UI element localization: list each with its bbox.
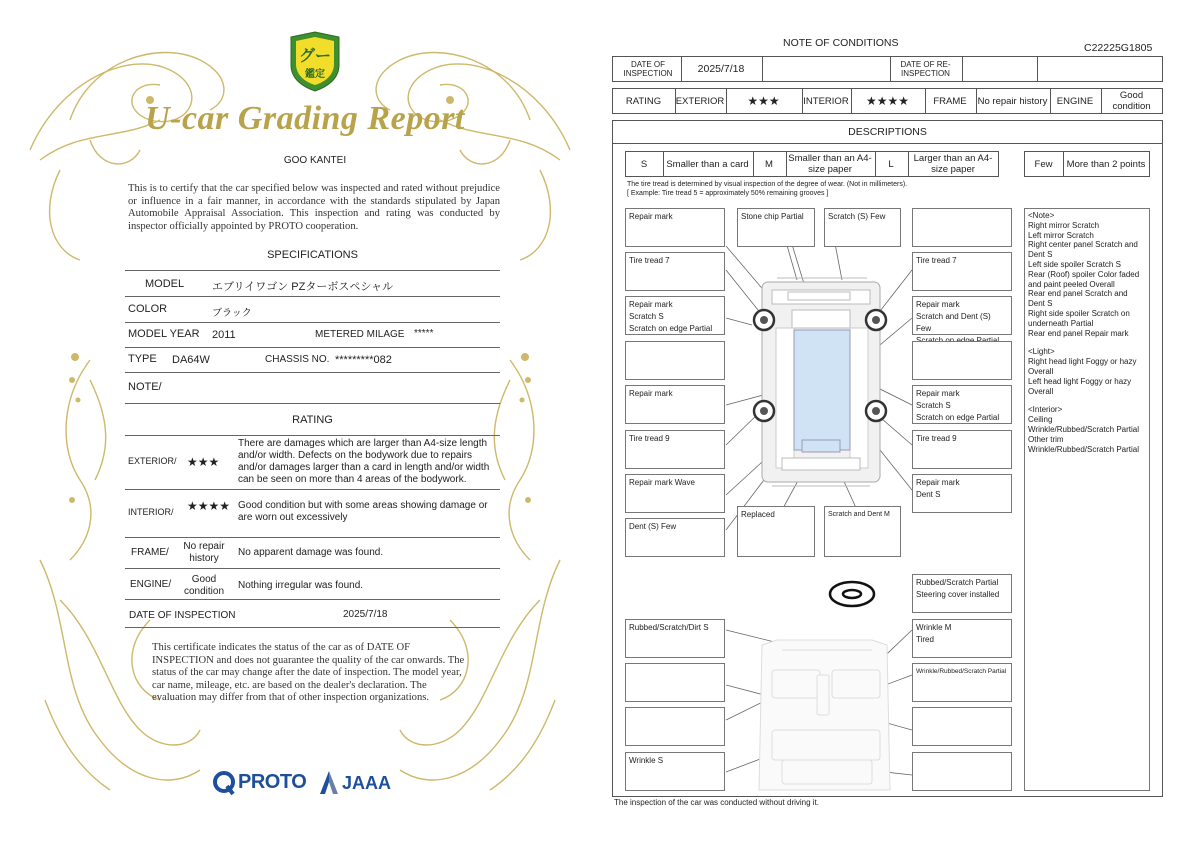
steering-wheel-icon — [830, 582, 874, 606]
engine-label: ENGINE — [1056, 95, 1094, 107]
damage-box-front-seat-left — [625, 663, 725, 702]
jaaa-logo-text: JAAA — [342, 773, 392, 793]
jaaa-logo-icon — [318, 770, 340, 796]
mileage-label: METERED MILAGE — [315, 329, 405, 340]
specs-heading: SPECIFICATIONS — [267, 249, 358, 261]
note-line: <Note> — [1028, 211, 1055, 220]
divider — [125, 296, 500, 297]
damage-box-front-left: Repair mark — [625, 208, 725, 247]
divider — [125, 599, 500, 600]
note-line: Ceiling — [1028, 415, 1053, 425]
note-line: Left mirror Scratch — [1028, 230, 1094, 240]
damage-box-right-middle — [912, 341, 1012, 380]
exterior-description: There are damages which are larger than A4-size length and/or width. Defects on the bodywork due to repairs and/or damages larger than a card in length and/or width can be seen on more than 4 areas of the bodywork. — [238, 438, 490, 485]
frame-label: FRAME — [933, 95, 967, 107]
damage-box-ceiling: Rubbed/Scratch/Dirt S — [625, 619, 725, 658]
note-line: Rear end panel Repair mark — [1028, 328, 1129, 338]
proto-logo-text: PROTO — [238, 771, 307, 793]
type-value: DA64W — [172, 354, 210, 366]
tire-box-rear-right: Tire tread 9 — [912, 430, 1012, 469]
note-line: <Interior> — [1028, 405, 1063, 415]
frame-description: No apparent damage was found. — [238, 547, 384, 558]
exterior-stars: ★★★ — [187, 455, 220, 469]
divider — [125, 347, 500, 348]
engine-description: Nothing irregular was found. — [238, 580, 364, 591]
divider — [125, 435, 500, 436]
interior-stars: ★★★★ — [865, 93, 910, 108]
damage-box-rear-right: Scratch and Dent M — [824, 506, 901, 557]
damage-box-right-front-door: Repair mark Scratch and Dent (S) Few — [912, 296, 1012, 335]
frame-value: No repair history — [977, 95, 1048, 107]
descriptions-heading: DESCRIPTIONS — [848, 125, 927, 138]
interior-description: Good condition but with some areas showing damage or are worn out excessively — [238, 500, 488, 523]
note-spacer — [1028, 396, 1146, 405]
doi-label: DATE OF INSPECTION — [129, 610, 236, 621]
rating-heading: RATING — [292, 414, 333, 426]
damage-box-left-front-door: Repair mark Scratch S Scratch on edge Partial — [625, 296, 725, 335]
model-label: MODEL — [145, 278, 185, 290]
note-line: Right side spoiler Scratch on underneath Partial — [1028, 308, 1130, 328]
legend-code-s: S — [640, 158, 648, 170]
damage-box-front-center: Stone chip Partial — [737, 208, 815, 247]
report-subtitle: GOO KANTEI — [283, 155, 347, 166]
damage-box-right-rear: Repair mark Dent S — [912, 474, 1012, 513]
note-line: Wrinkle/Rubbed/Scratch Partial — [1028, 424, 1140, 434]
damage-box-left-rear: Repair mark Wave — [625, 474, 725, 513]
damage-box-rear-seat-right — [912, 752, 1012, 791]
damage-box-rear-seat: Wrinkle S — [625, 752, 725, 791]
mileage-value: ***** — [414, 328, 434, 339]
damage-box-other-trim: Wrinkle/Rubbed/Scratch Partial — [912, 663, 1012, 702]
svg-text:グー: グー — [298, 46, 332, 65]
tire-box-front-right: Tire tread 7 — [912, 252, 1012, 291]
color-label: COLOR — [128, 303, 168, 315]
legend-text-l: Larger than an A4-size paper — [913, 153, 993, 175]
note-line: Rear end panel Scratch and Dent S — [1028, 289, 1128, 309]
note-line: Wrinkle/Rubbed/Scratch Partial — [1028, 444, 1140, 454]
divider — [125, 372, 500, 373]
interior-label: INTERIOR/ — [128, 507, 174, 517]
note-line: Rear (Roof) spoiler Color faded and paint peeled Overall — [1028, 269, 1140, 289]
legend-text-s: Smaller than a card — [666, 158, 749, 170]
report-title: U-car Grading Report — [145, 100, 465, 137]
model-value: エブリイワゴン PZターボスペシャル — [212, 281, 394, 293]
legend-code-m: M — [765, 158, 773, 170]
note-line: <Light> — [1028, 347, 1055, 357]
doi-label: DATE OF INSPECTION — [623, 60, 673, 78]
damage-box-dashboard: Wrinkle M Tired — [912, 619, 1012, 658]
legend-text-few: More than 2 points — [1066, 158, 1146, 170]
vehicle-interior-icon — [759, 640, 890, 790]
note-line: Right mirror Scratch — [1028, 220, 1100, 230]
damage-box-rear-bumper-left: Dent (S) Few — [625, 518, 725, 557]
sheet-title: NOTE OF CONDITIONS — [783, 37, 899, 49]
reinspection-label: DATE OF RE-INSPECTION — [900, 60, 951, 78]
exterior-stars: ★★★ — [747, 93, 780, 108]
svg-text:鑑定: 鑑定 — [305, 69, 325, 80]
frame-value: No repair history — [183, 541, 225, 564]
note-label: NOTE/ — [128, 381, 162, 393]
note-line: Left head light Foggy or hazy Overall — [1028, 376, 1132, 396]
legend-code-few: Few — [1034, 158, 1053, 170]
damage-box-center-left — [625, 707, 725, 746]
damage-box-left-rear-door: Repair mark — [625, 385, 725, 424]
sheet-footer: The inspection of the car was conducted without driving it. — [614, 798, 819, 807]
tire-note-2: [ Example: Tire tread 5 = approximately 50% remaining grooves ] — [627, 190, 829, 197]
engine-value: Good condition — [1112, 90, 1151, 112]
divider — [125, 489, 500, 490]
damage-box-rear-center: Replaced — [737, 506, 815, 557]
damage-box-front-far-right — [912, 208, 1012, 247]
goo-kantei-badge-icon — [287, 31, 343, 93]
divider — [125, 322, 500, 323]
divider — [125, 403, 500, 404]
tire-note-1: The tire tread is determined by visual inspection of the degree of wear. (Not in millimeters). — [627, 181, 908, 188]
damage-box-steering: Rubbed/Scratch Partial Steering cover installed — [912, 574, 1012, 613]
divider — [125, 537, 500, 538]
rating-label: RATING — [625, 95, 662, 107]
reference-number: C22225G1805 — [1084, 42, 1153, 54]
damage-box-front-right: Scratch (S) Few — [824, 208, 901, 247]
legend-text-m: Smaller than an A4-size paper — [788, 153, 872, 175]
chassis-label: CHASSIS NO. — [265, 354, 330, 365]
damage-box-center-right — [912, 707, 1012, 746]
type-label: TYPE — [128, 353, 157, 365]
note-line: Left side spoiler Scratch S — [1028, 259, 1121, 269]
certificate-disclaimer: This certificate indicates the status of the car as of DATE OF INSPECTION and does not guarantee the quality of the car onwards. The status of the car may change after the date of inspection. The model year, car name, mileage, etc. are based on the dealer's declaration. The evaluation may differ from that of other inspection organizations. — [152, 642, 465, 703]
note-line: Right head light Foggy or hazy Overall — [1028, 357, 1137, 376]
interior-stars: ★★★★ — [187, 499, 231, 513]
legend-code-l: L — [888, 158, 894, 170]
proto-logo-icon — [213, 770, 237, 796]
color-value: ブラック — [212, 308, 252, 319]
divider — [125, 568, 500, 569]
note-spacer — [1028, 338, 1146, 347]
vehicle-top-view-icon — [762, 278, 880, 486]
interior-label: INTERIOR — [803, 95, 849, 107]
exterior-label: EXTERIOR/ — [128, 456, 177, 466]
damage-box-right-rear-door: Repair mark Scratch S Scratch on edge Partial — [912, 385, 1012, 424]
chassis-value: *********082 — [335, 354, 392, 366]
frame-label: FRAME/ — [131, 547, 169, 558]
tire-box-front-left: Tire tread 7 — [625, 252, 725, 291]
engine-label: ENGINE/ — [130, 579, 172, 590]
note-line: Other trim — [1028, 434, 1064, 444]
damage-box-left-middle — [625, 341, 725, 380]
note-line: Right center panel Scratch and Dent S — [1028, 240, 1138, 260]
certificate-intro: This is to certify that the car specified below was inspected and rated without prejudice or influence in a fair manner, in accordance with the standards stipulated by Japan Automobile Appraisal Association. This inspection and rating was conducted by inspector officially appointed by PROTO cooperation. — [128, 183, 500, 232]
exterior-label: EXTERIOR — [675, 95, 725, 107]
model-year-value: 2011 — [212, 329, 236, 341]
notes-column — [1024, 208, 1150, 791]
divider — [125, 627, 500, 628]
model-year-label: MODEL YEAR — [128, 328, 200, 340]
divider — [125, 270, 500, 271]
engine-value: Good condition — [183, 574, 225, 597]
doi-value: 2025/7/18 — [343, 609, 388, 620]
doi-value: 2025/7/18 — [697, 62, 745, 75]
tire-box-rear-left: Tire tread 9 — [625, 430, 725, 469]
